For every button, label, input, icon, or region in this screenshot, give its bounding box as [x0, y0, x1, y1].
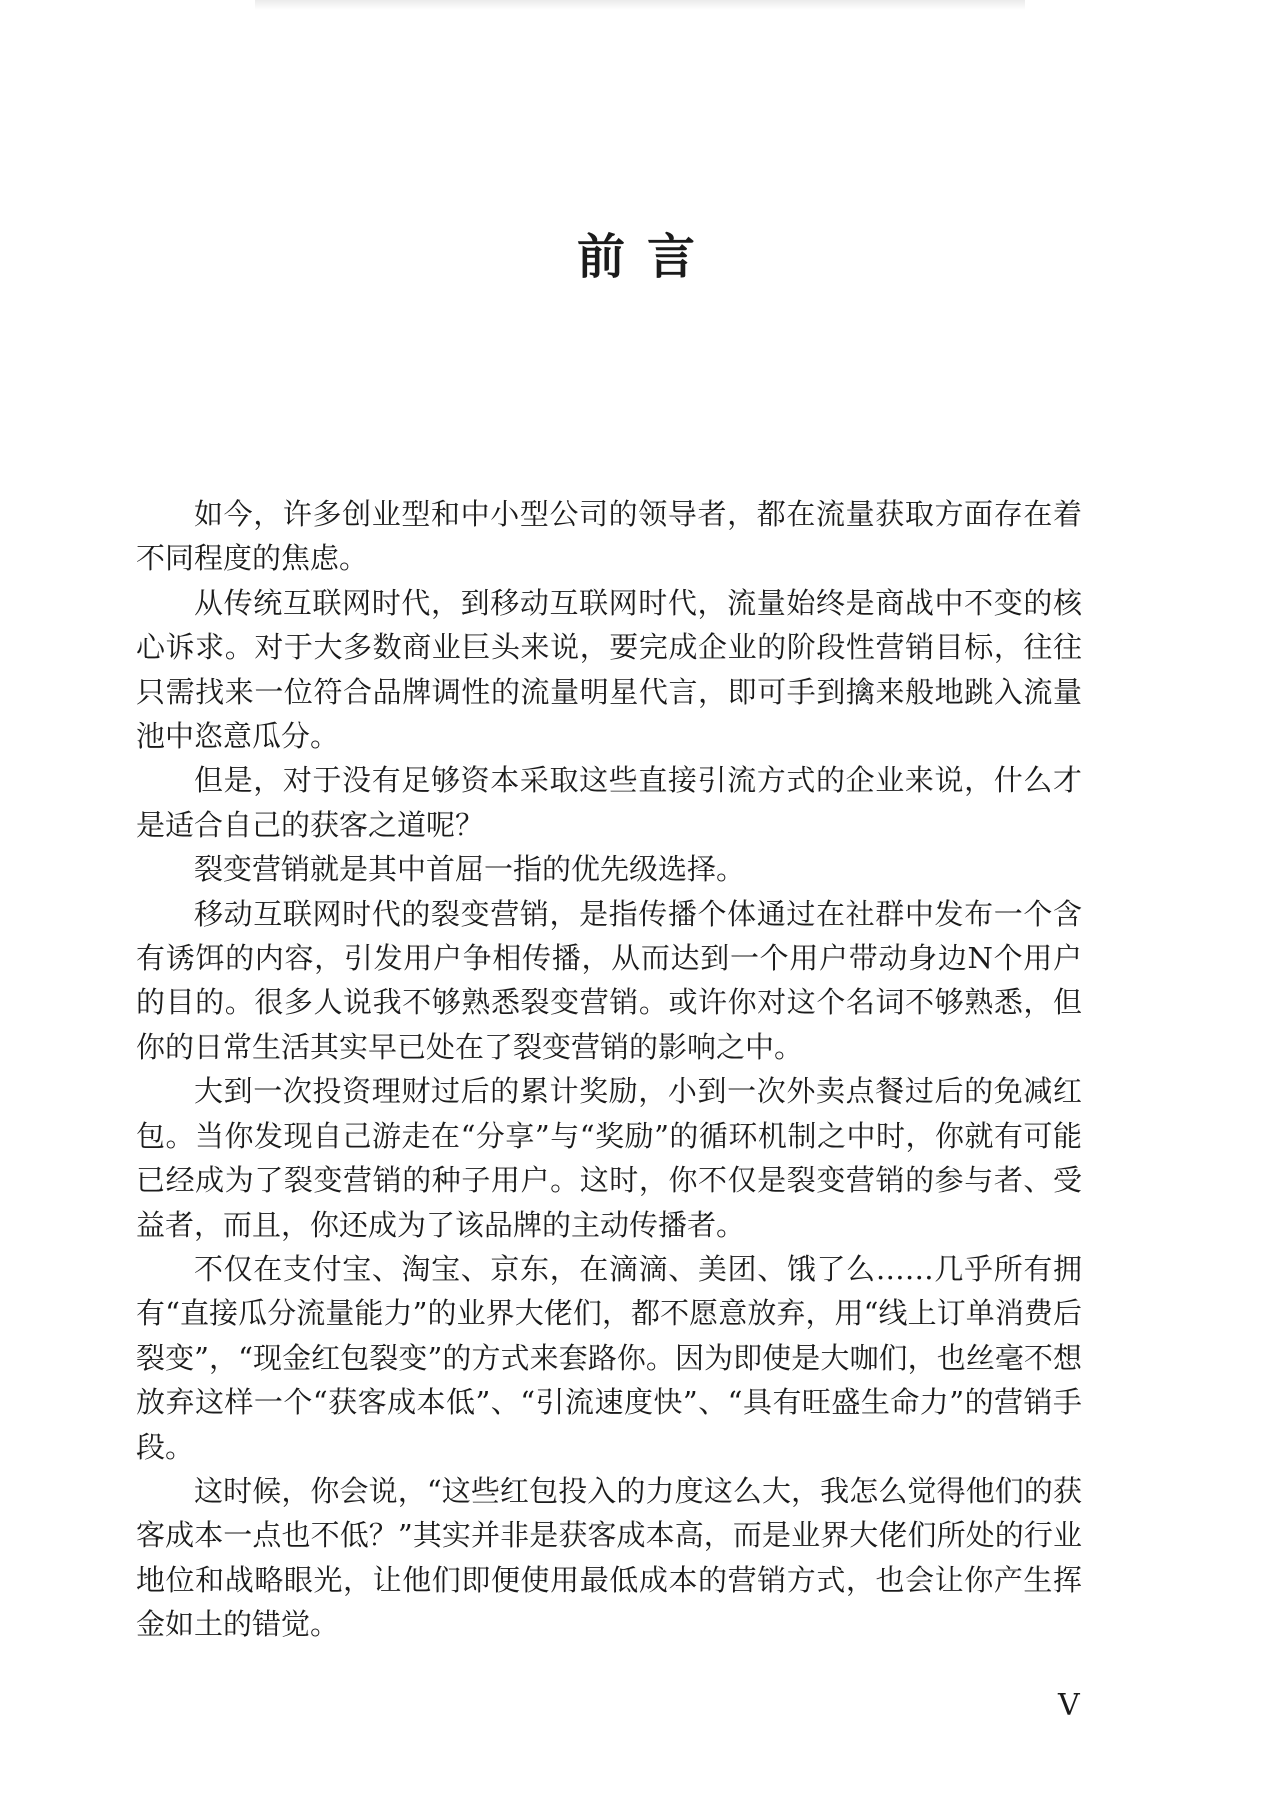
paragraph: 这时候，你会说，“这些红包投入的力度这么大，我怎么觉得他们的获客成本一点也不低？”其实并非是获客成本高，而是业界大佬们所处的行业地位和战略眼光，让他们即便使用最低成本的营销方式，也会让你产生挥金如土的错觉。 — [136, 1473, 1082, 1642]
page-title: 前言 — [576, 229, 717, 286]
paragraph: 裂变营销就是其中首屈一指的优先级选择。 — [194, 852, 746, 887]
paragraph: 移动互联网时代的裂变营销，是指传播个体通过在社群中发布一个含有诱饵的内容，引发用户争相传播，从而达到一个用户带动身边N个用户的目的。很多人说我不够熟悉裂变营销。或许你对这个名词不够熟悉，但你的日常生活其实早已处在了裂变营销的影响之中。 — [136, 896, 1082, 1064]
paragraph: 不仅在支付宝、淘宝、京东，在滴滴、美团、饿了么……几乎所有拥有“直接瓜分流量能力”的业界大佬们，都不愿意放弃，用“线上订单消费后裂变”，“现金红包裂变”的方式来套路你。因为即使是大咖们，也丝毫不想放弃这样一个“获客成本低”、“引流速度快”、“具有旺盛生命力”的营销手段。 — [136, 1251, 1082, 1464]
paragraph: 从传统互联网时代，到移动互联网时代，流量始终是商战中不变的核心诉求。对于大多数商业巨头来说，要完成企业的阶段性营销目标，往往只需找来一位符合品牌调性的流量明星代言，即可手到擒来般地跳入流量池中恣意瓜分。 — [136, 585, 1082, 754]
page-number: V — [1058, 1688, 1080, 1723]
paragraph: 如今，许多创业型和中小型公司的领导者，都在流量获取方面存在着不同程度的焦虑。 — [136, 497, 1082, 576]
scan-artifact — [255, 0, 1025, 10]
body-text — [136, 492, 1082, 1647]
paragraph: 大到一次投资理财过后的累计奖励，小到一次外卖点餐过后的免减红包。当你发现自己游走在“分享”与“奖励”的循环机制之中时，你就有可能已经成为了裂变营销的种子用户。这时，你不仅是裂变营销的参与者、受益者，而且，你还成为了该品牌的主动传播者。 — [136, 1074, 1082, 1242]
paragraph: 但是，对于没有足够资本采取这些直接引流方式的企业来说，什么才是适合自己的获客之道呢？ — [136, 763, 1082, 842]
